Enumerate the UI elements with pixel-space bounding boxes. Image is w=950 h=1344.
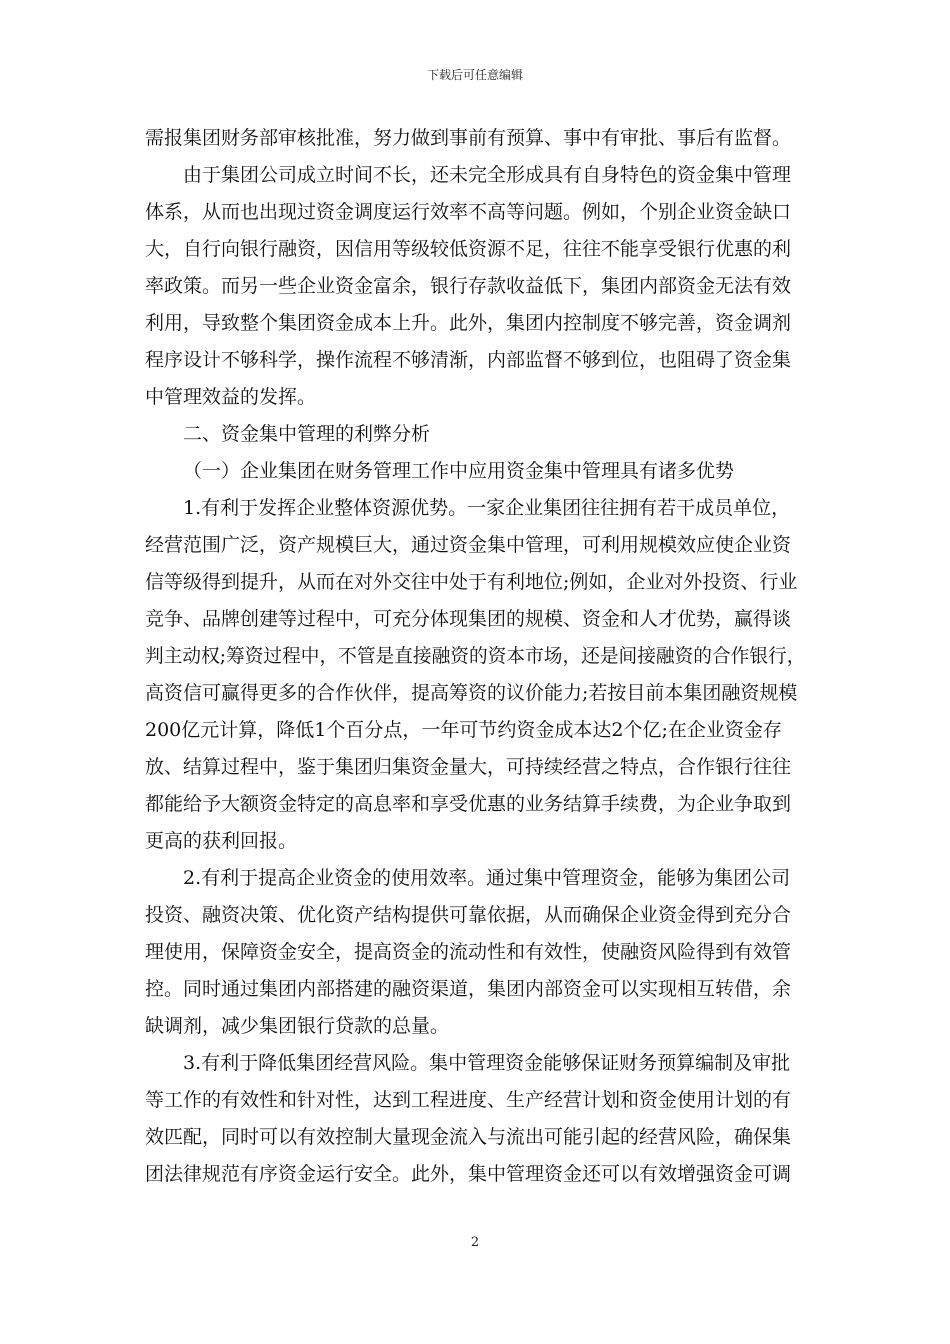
text-line: 都能给予大额资金特定的高息率和享受优惠的业务结算手续费，为企业争取到 [145,793,792,815]
text-line: 效匹配，同时可以有效控制大量现金流入与流出可能引起的经营风险，确保集 [145,1126,792,1148]
text-line: 投资、融资决策、优化资产结构提供可靠依据，从而确保企业资金得到充分合 [145,904,792,926]
text-line: 200亿元计算，降低1个百分点，一年可节约资金成本达2个亿;在企业资金存 [145,719,782,741]
text-line: 1.有利于发挥企业整体资源优势。一家企业集团往往拥有若干成员单位， [183,497,791,519]
subsection-heading: （一）企业集团在财务管理工作中应用资金集中管理具有诸多优势 [183,460,735,482]
text-line: 缺调剂，减少集团银行贷款的总量。 [145,1015,450,1037]
text-line: 需报集团财务部审核批准，努力做到事前有预算、事中有审批、事后有监督。 [145,127,792,149]
text-line: 团法律规范有序资金运行安全。此外，集中管理资金还可以有效增强资金可调 [145,1163,792,1185]
text-line: 程序设计不够科学，操作流程不够清渐，内部监督不够到位，也阻碍了资金集 [145,349,792,371]
text-line: 判主动权;筹资过程中，不管是直接融资的资本市场，还是间接融资的合作银行， [145,645,806,667]
text-line: 体系，从而也出现过资金调度运行效率不高等问题。例如，个别企业资金缺口 [145,201,792,223]
text-line: 大，自行向银行融资，因信用等级较低资源不足，往往不能享受银行优惠的利 [145,238,792,260]
text-line: 2.有利于提高企业资金的使用效率。通过集中管理资金，能够为集团公司 [183,867,791,889]
text-line: 率政策。而另一些企业资金富余，银行存款收益低下，集团内部资金无法有效 [145,275,792,297]
text-line: 信等级得到提升，从而在对外交往中处于有利地位;例如，企业对外投资、行业 [145,571,798,593]
text-line: 经营范围广泛，资产规模巨大，通过资金集中管理，可利用规模效应使企业资 [145,534,792,556]
text-line: 3.有利于降低集团经营风险。集中管理资金能够保证财务预算编制及审批 [183,1052,791,1074]
text-line: 利用，导致整个集团资金成本上升。此外，集团内控制度不够完善，资金调剂 [145,312,792,334]
page-header: 下载后可任意编辑 [426,68,523,82]
text-line: 竞争、品牌创建等过程中，可充分体现集团的规模、资金和人才优势，赢得谈 [145,608,792,630]
text-line: 高资信可赢得更多的合作伙伴，提高筹资的议价能力;若按目前本集团融资规模 [145,682,798,704]
page-number: 2 [470,1235,480,1250]
text-line: 等工作的有效性和针对性，达到工程进度、生产经营计划和资金使用计划的有 [145,1089,792,1111]
text-line: 更高的获利回报。 [145,830,298,852]
section-heading: 二、资金集中管理的利弊分析 [183,423,431,445]
text-line: 放、结算过程中，鉴于集团归集资金量大，可持续经营之特点，合作银行往往 [145,756,792,778]
text-line: 控。同时通过集团内部搭建的融资渠道，集团内部资金可以实现相互转借，余 [145,978,792,1000]
text-line: 由于集团公司成立时间不长，还未完全形成具有自身特色的资金集中管理 [183,164,792,186]
text-line: 理使用，保障资金安全，提高资金的流动性和有效性，使融资风险得到有效管 [145,941,792,963]
text-line: 中管理效益的发挥。 [145,386,317,408]
